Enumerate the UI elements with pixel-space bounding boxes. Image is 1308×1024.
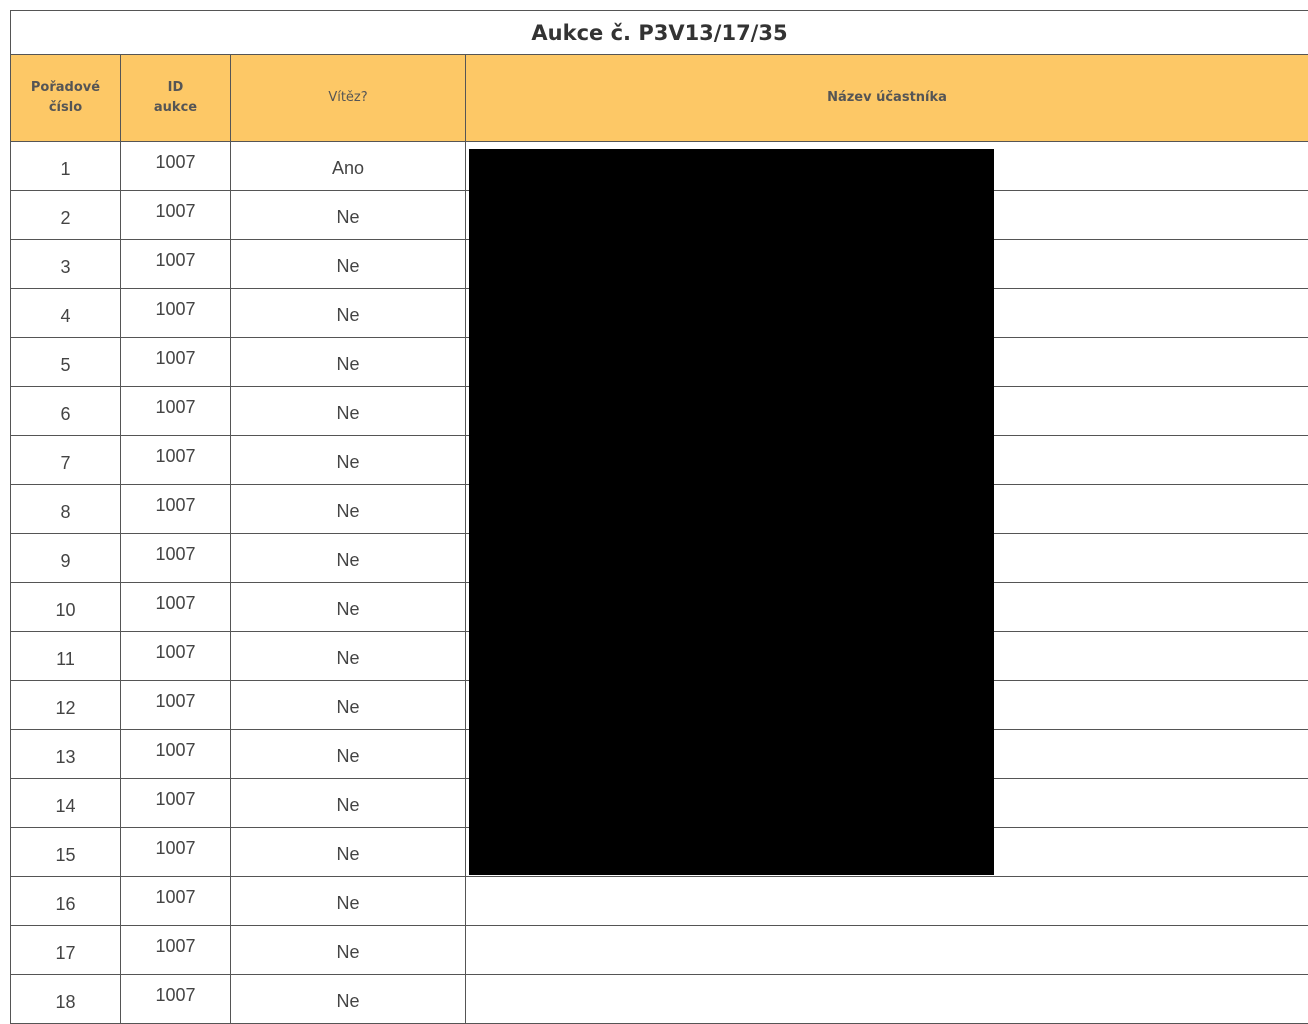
order-number-cell: 15 <box>11 828 121 877</box>
order-number-cell: 9 <box>11 534 121 583</box>
auction-id-cell: 1007 <box>121 142 231 191</box>
winner-cell: Ne <box>231 534 466 583</box>
auction-id-cell: 1007 <box>121 485 231 534</box>
order-number-cell: 1 <box>11 142 121 191</box>
winner-cell: Ne <box>231 191 466 240</box>
auction-id-cell: 1007 <box>121 240 231 289</box>
header-order-number <box>11 55 121 142</box>
order-number-cell: 7 <box>11 436 121 485</box>
order-number-cell: 10 <box>11 583 121 632</box>
auction-sheet <box>10 10 1308 885</box>
winner-cell: Ne <box>231 338 466 387</box>
order-number-cell: 14 <box>11 779 121 828</box>
redaction-block <box>469 149 994 875</box>
winner-cell: Ne <box>231 730 466 779</box>
winner-cell: Ano <box>231 142 466 191</box>
order-number-cell: 5 <box>11 338 121 387</box>
auction-id-cell: 1007 <box>121 436 231 485</box>
table-row <box>11 877 1308 926</box>
header-auction-id <box>121 55 231 142</box>
participant-name-cell <box>466 877 1308 926</box>
winner-cell: Ne <box>231 485 466 534</box>
order-number-cell: 3 <box>11 240 121 289</box>
winner-cell: Ne <box>231 583 466 632</box>
winner-cell: Ne <box>231 436 466 485</box>
auction-id-cell: 1007 <box>121 191 231 240</box>
order-number-cell: 6 <box>11 387 121 436</box>
order-number-cell: 12 <box>11 681 121 730</box>
auction-id-cell: 1007 <box>121 975 231 1024</box>
order-number-cell: 2 <box>11 191 121 240</box>
winner-cell: Ne <box>231 926 466 975</box>
auction-id-cell: 1007 <box>121 534 231 583</box>
winner-cell: Ne <box>231 387 466 436</box>
winner-cell: Ne <box>231 975 466 1024</box>
header-order-line-2: číslo <box>49 100 82 115</box>
winner-cell: Ne <box>231 779 466 828</box>
header-order-line-1: Pořadové <box>31 80 100 95</box>
auction-id-cell: 1007 <box>121 338 231 387</box>
header-auction-id-line-2: aukce <box>154 100 197 115</box>
auction-id-cell: 1007 <box>121 926 231 975</box>
auction-id-cell: 1007 <box>121 779 231 828</box>
table-row <box>11 975 1308 1024</box>
winner-cell: Ne <box>231 632 466 681</box>
auction-id-cell: 1007 <box>121 289 231 338</box>
header-auction-id-line-1: ID <box>168 80 184 95</box>
winner-cell: Ne <box>231 828 466 877</box>
participant-name-cell <box>466 975 1308 1024</box>
title-row <box>11 11 1308 55</box>
auction-id-cell: 1007 <box>121 583 231 632</box>
auction-id-cell: 1007 <box>121 632 231 681</box>
auction-id-cell: 1007 <box>121 828 231 877</box>
auction-id-cell: 1007 <box>121 387 231 436</box>
auction-title: Aukce č. P3V13/17/35 <box>11 11 1308 55</box>
header-row <box>11 55 1308 142</box>
order-number-cell: 18 <box>11 975 121 1024</box>
auction-id-cell: 1007 <box>121 730 231 779</box>
auction-id-cell: 1007 <box>121 877 231 926</box>
order-number-cell: 16 <box>11 877 121 926</box>
winner-cell: Ne <box>231 289 466 338</box>
order-number-cell: 4 <box>11 289 121 338</box>
header-winner: Vítěz? <box>231 55 466 142</box>
table-row <box>11 926 1308 975</box>
winner-cell: Ne <box>231 240 466 289</box>
order-number-cell: 13 <box>11 730 121 779</box>
auction-id-cell: 1007 <box>121 681 231 730</box>
winner-cell: Ne <box>231 877 466 926</box>
order-number-cell: 8 <box>11 485 121 534</box>
order-number-cell: 11 <box>11 632 121 681</box>
participant-name-cell <box>466 926 1308 975</box>
order-number-cell: 17 <box>11 926 121 975</box>
header-participant-name: Název účastníka <box>466 55 1308 142</box>
winner-cell: Ne <box>231 681 466 730</box>
